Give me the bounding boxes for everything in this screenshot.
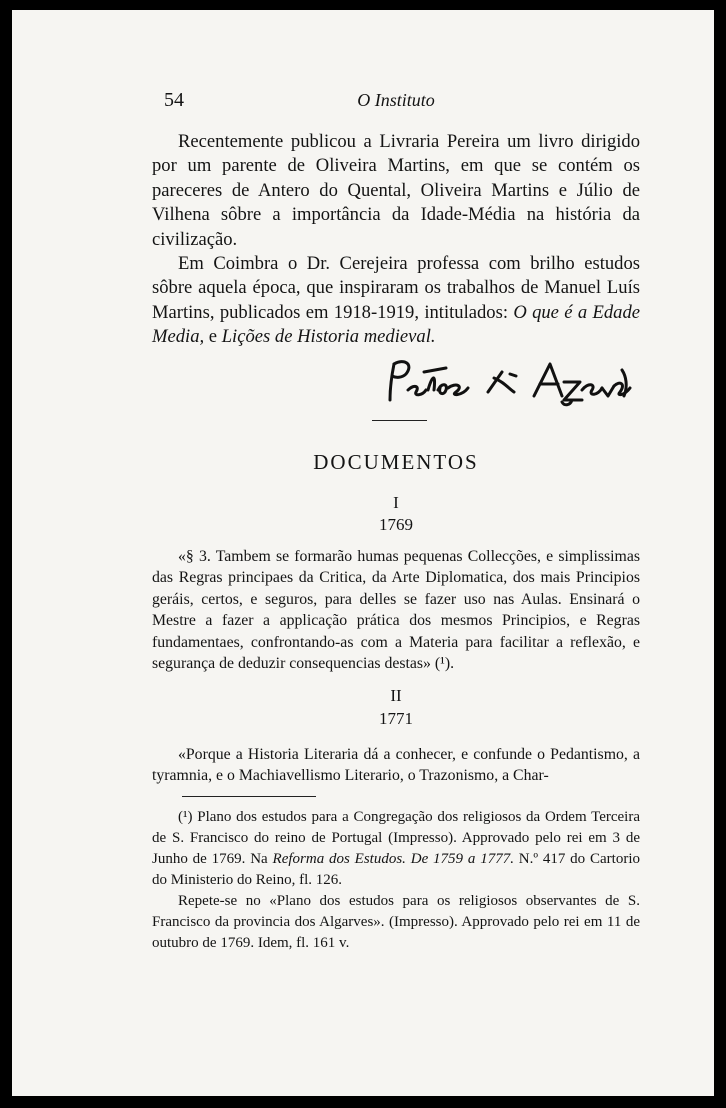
- doc1-quote: [152, 546, 640, 674]
- doc1-text: «§ 3. Tambem se formarão humas pequenas Collecções, e simplissimas das Regras principaes da Critica, da Arte Diplomatica, dos mais Principios geráis, certos, e seguros, para delles se fazer uso nas Aulas. Ensinará o Mestre a fazer a applicação prática dos mesmos Principios, e Regras fundamentaes, confrontando-as com a Materia para facilitar a reflexão, e segurança de deduzir consequencias destas» (¹).: [152, 548, 640, 673]
- handwritten-signature: [384, 356, 634, 413]
- connector: e: [204, 326, 222, 348]
- running-title: O Instituto: [357, 90, 435, 110]
- footnote-1-end: N.º 417 do Cartorio do Ministerio do Reino, fl. 126.: [152, 851, 640, 888]
- title-b: Lições de Historia medieval.: [221, 326, 436, 348]
- doc2-text: «Porque a Historia Literaria dá a conhecer, e confunde o Pedantismo, a tyramnia, e o Machiavellismo Literario, o Trazonismo, a Char-: [152, 746, 640, 785]
- doc1-year: 1769: [379, 515, 413, 534]
- body-text: [152, 130, 640, 350]
- paragraph-2-text: Em Coimbra o Dr. Cerejeira professa com brilho estudos sôbre aquela época, que inspiraram os trabalhos de Manuel Luís Martins, publicados em 1918-1919, intitulados:: [152, 253, 640, 323]
- page-header: [152, 87, 640, 113]
- page-number: 54: [164, 89, 184, 111]
- footnote-1-text: (¹) Plano dos estudos para a Congregação dos religiosos da Ordem Terceira de S. Francisco do reino de Portugal (Impresso). Approvado pelo rei em 3 de Junho de 1769. Na: [152, 809, 640, 867]
- doc1-numeral: I: [393, 493, 399, 512]
- signature-drawing: [384, 356, 634, 408]
- footnote-2: Repete-se no «Plano dos estudos para os religiosos observantes de S. Francisco da provincia dos Algarves». (Impresso). Approvado pelo rei em 11 de outubro de 1769. Idem, fl. 161 v.: [152, 893, 640, 951]
- section-divider: [372, 420, 427, 421]
- footnote-divider: [182, 796, 316, 797]
- book-page: [12, 10, 714, 1096]
- documents-heading: DOCUMENTOS: [313, 450, 479, 474]
- paragraph-1: Recentemente publicou a Livraria Pereira um livro dirigido por um parente de Oliveira Martins, em que se contém os pareceres de Antero do Quental, Oliveira Martins e Júlio de Vilhena sôbre a importância da Idade-Média na história da civilização.: [152, 131, 640, 250]
- doc2-year: 1771: [379, 709, 413, 728]
- paragraph-2: [152, 252, 640, 350]
- footnote-1: [152, 807, 640, 891]
- doc2-quote: [152, 744, 640, 787]
- footnote-1-title: Reforma dos Estudos. De 1759 a 1777.: [272, 851, 514, 867]
- footnotes: [152, 807, 640, 954]
- title-a: O que é a Edade Media,: [152, 301, 640, 348]
- doc2-numeral: II: [390, 686, 402, 705]
